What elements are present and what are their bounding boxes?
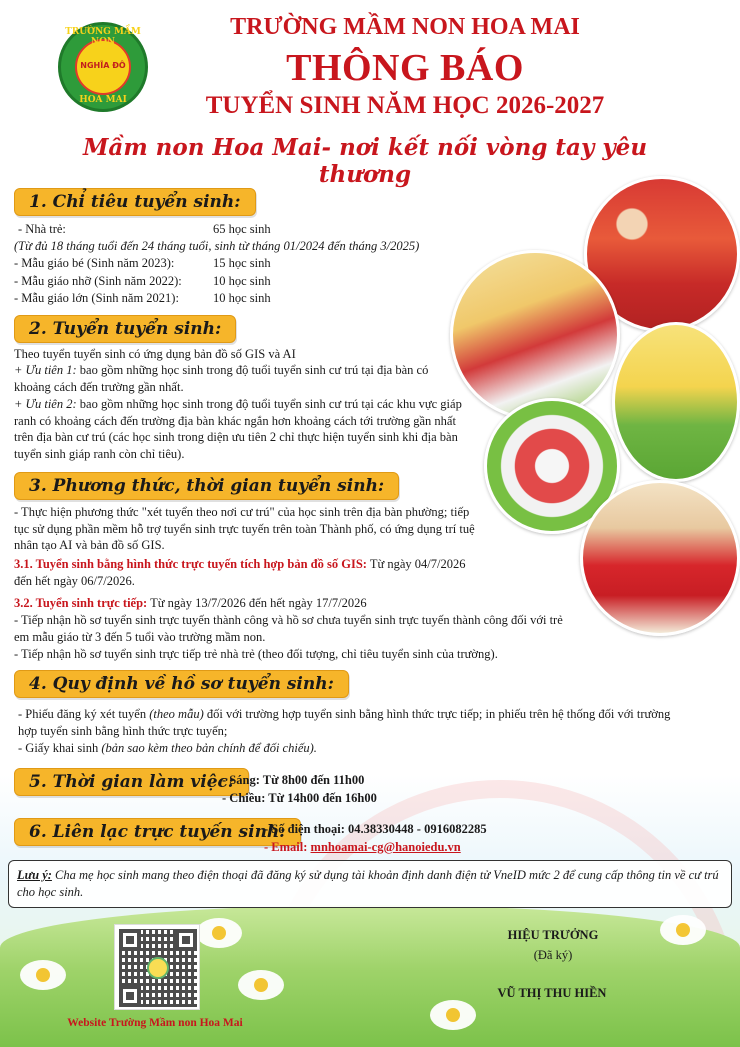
priority-2-text: bao gồm những học sinh trong độ tuổi tuyển sinh cư trú tại các khu vực giáp ranh có khoảng cách đến trường địa bàn khác ngắn hơn khoảng cách tới trường gần nhất trên địa bàn cư trú (các học sinh trong diện ưu tiên 2 chỉ thực hiện tuyển sinh khi địa bàn tuyển sinh giáp ranh còn chỉ tiêu). (14, 397, 462, 461)
contact-email-row (264, 840, 461, 855)
school-logo (58, 22, 148, 112)
section-2-title: 2. Tuyển tuyển sinh: (14, 315, 236, 343)
qr-finder-icon (119, 985, 141, 1007)
section-3-2-bullet-1: - Tiếp nhận hồ sơ tuyển sinh trực tuyến thành công và hồ sơ chưa tuyển sinh trực tuyến thành công đối với trẻ em mẫu giáo từ 3 đến 5 tuổi vào trường mầm non. (14, 613, 563, 644)
website-label: Website Trường Mầm non Hoa Mai (67, 1017, 243, 1029)
flower-icon (430, 1000, 476, 1030)
priority-2 (14, 396, 466, 462)
logo-text-bottom: HOA MAI (79, 95, 127, 105)
section-3-2-label: 3.2. Tuyển sinh trực tiếp: (14, 596, 148, 610)
note-label: Lưu ý: (17, 868, 52, 882)
enrollment-year: TUYỂN SINH NĂM HỌC 2026-2027 (205, 92, 605, 119)
flower-icon (660, 915, 706, 945)
priority-2-label: + Ưu tiên 2: (14, 397, 77, 411)
section-3-intro: - Thực hiện phương thức "xét tuyển theo nơi cư trú" của học sinh trên địa bàn phường; tiếp tục sử dụng phần mềm hỗ trợ tuyển sinh trực tuyến trên toàn Thành phố, có ứng dụng trí tuệ nhân tạo AI và bản đồ số GIS. (14, 505, 475, 552)
photo-teacher-with-children (450, 250, 620, 420)
signed-note: (Đã ký) (533, 948, 573, 962)
section-4-bullet-2-a: - Giấy khai sinh (18, 741, 102, 755)
section-3-title: 3. Phương thức, thời gian tuyển sinh: (14, 472, 399, 500)
school-name: TRƯỜNG MẦM NON HOA MAI (230, 14, 580, 40)
quota-value-small: 15 học sinh (213, 256, 271, 270)
section-2-intro: Theo tuyển tuyển sinh có ứng dụng bản đồ số GIS và AI (14, 347, 296, 361)
section-3-2-bullet-2: - Tiếp nhận hồ sơ tuyển sinh trực tiếp trẻ nhà trẻ (theo đối tượng, chỉ tiêu tuyển sinh của trường). (14, 647, 498, 661)
section-3-1-text: Từ ngày 04/7/2026 đến hết ngày 06/7/2026. (14, 557, 466, 588)
quota-label-small: - Mẫu giáo bé (Sinh năm 2023): (14, 256, 175, 270)
photo-classroom (580, 480, 740, 636)
working-hours-afternoon: - Chiều: Từ 14h00 đến 16h00 (222, 791, 377, 805)
quota-label-large: - Mẫu giáo lớn (Sinh năm 2021): (14, 291, 179, 305)
section-4-bullet-2 (18, 740, 678, 757)
quota-label-medium: - Mẫu giáo nhỡ (Sinh năm 2022): (14, 274, 182, 288)
logo-text-mid: NGHĨA ĐÔ (80, 61, 126, 70)
note-box (8, 860, 732, 908)
quota-nursery-note: (Từ đủ 18 tháng tuổi đến 24 tháng tuổi, sinh từ tháng 01/2024 đến tháng 3/2025) (14, 239, 420, 253)
priority-1 (14, 362, 462, 395)
section-4-bullet-1-italic: (theo mẫu) (149, 707, 204, 721)
qr-finder-icon (175, 929, 197, 951)
website-qr-code[interactable] (114, 924, 200, 1010)
section-1-title: 1. Chỉ tiêu tuyển sinh: (14, 188, 256, 216)
section-5-title: 5. Thời gian làm việc: (14, 768, 249, 796)
section-6-title: 6. Liên lạc trực tuyến sinh: (14, 818, 301, 846)
principal-name: VŨ THỊ THU HIỀN (497, 986, 607, 1000)
quota-value-nursery: 65 học sinh (213, 222, 271, 236)
section-3-1-label: 3.1. Tuyển sinh bằng hình thức trực tuyến tích hợp bản đồ số GIS: (14, 557, 367, 571)
section-4-title: 4. Quy định về hồ sơ tuyển sinh: (14, 670, 349, 698)
photo-sack-race (612, 322, 740, 482)
section-3-2-text: Từ ngày 13/7/2026 đến hết ngày 17/7/2026 (147, 596, 367, 610)
contact-email-label: - Email: (264, 840, 311, 854)
section-3-2 (14, 595, 484, 612)
working-hours-morning: - Sáng: Từ 8h00 đến 11h00 (222, 773, 365, 787)
section-4-bullet-2-italic: (bản sao kèm theo bản chính để đối chiếu). (101, 741, 317, 755)
qr-pattern (119, 929, 197, 1007)
section-3-1 (14, 556, 484, 589)
priority-1-text: bao gồm những học sinh trong độ tuổi tuyển sinh cư trú tại địa bàn có khoảng cách đến trường gần nhất. (14, 363, 429, 394)
logo-text-top: TRƯỜNG MẦM NON (65, 27, 141, 47)
flower-icon (238, 970, 284, 1000)
flower-icon (196, 918, 242, 948)
principal-title: HIỆU TRƯỞNG (507, 928, 599, 942)
note-text: Cha mẹ học sinh mang theo điện thoại đã đăng ký sử dụng tài khoản định danh điện tử VneID mức 2 để cung cấp thông tin về cư trú cho học sinh. (17, 868, 719, 899)
quota-label-nursery: - Nhà trẻ: (18, 222, 66, 236)
priority-1-label: + Ưu tiên 1: (14, 363, 77, 377)
flower-icon (20, 960, 66, 990)
qr-logo-icon (147, 957, 169, 979)
section-4-bullet-1 (18, 706, 678, 739)
contact-phone: - Số điện thoại: 04.38330448 - 0916082285 (264, 822, 487, 836)
notice-title: THÔNG BÁO (286, 47, 524, 89)
qr-finder-icon (119, 929, 141, 951)
quota-value-medium: 10 học sinh (213, 274, 271, 288)
section-4-bullet-1-a: - Phiếu đăng ký xét tuyển (18, 707, 150, 721)
section-4-bullet-1-b: đối với trường hợp tuyển sinh bằng hình thức trực tiếp; in phiếu trên hệ thống đối với trường hợp tuyển sinh bằng hình thức trực tuyến; (18, 707, 671, 738)
contact-email-link[interactable]: mnhoamai-cg@hanoiedu.vn (310, 840, 461, 854)
quota-value-large: 10 học sinh (213, 291, 271, 305)
slogan: Mầm non Hoa Mai- nơi kết nối vòng tay yêu thương (82, 134, 648, 188)
